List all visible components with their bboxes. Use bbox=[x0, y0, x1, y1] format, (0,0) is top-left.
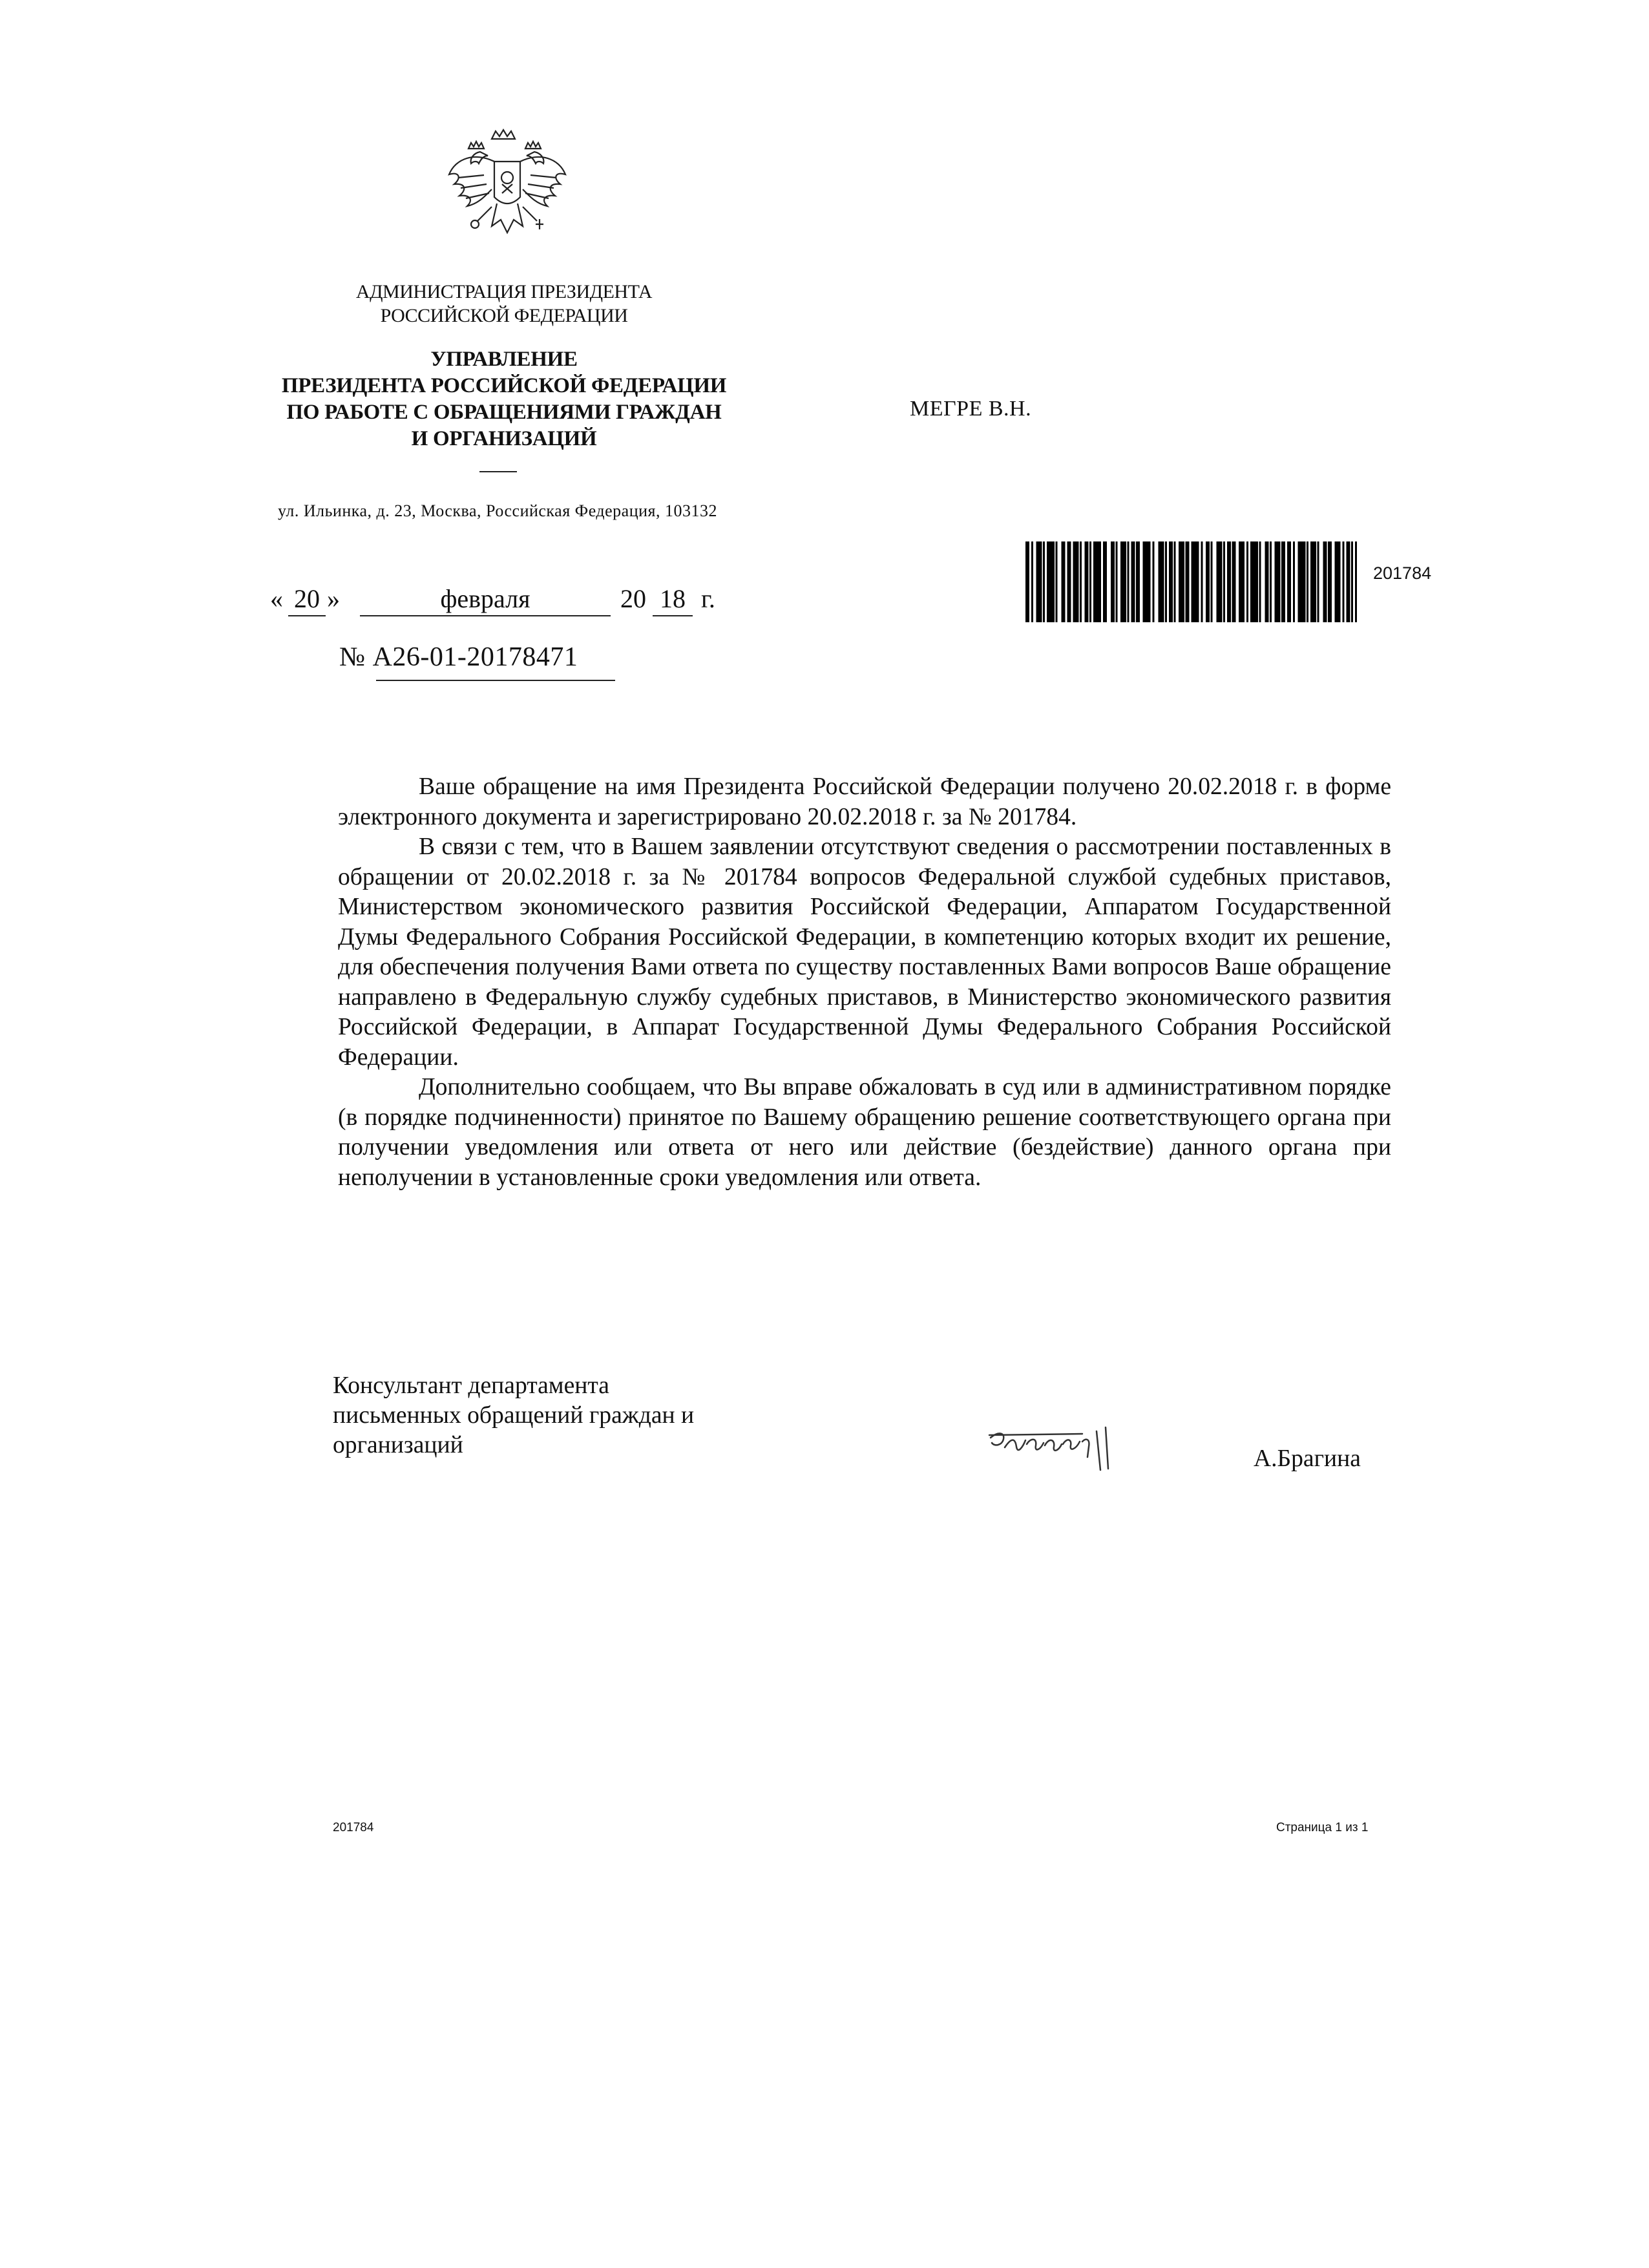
paragraph-2: В связи с тем, что в Вашем заявлении отсутствуют сведения о рассмотрении поставленных в обращении от 20.02.2018 г. за № 201784 вопросов Федеральной службой судебных приставов, Министерством экономического развития Российской Федерации, Аппаратом Государственной Думы Федерального Собрания Российской Федерации, в компетенцию которых входит их решение, для обеспечения получения Вами ответа по существу поставленных Вами вопросов Ваше обращение направлено в Федеральную службу судебных приставов, в Министерство экономического развития Российской Федерации, в Аппарат Государственной Думы Федерального Собрания Российской Федерации. bbox=[338, 834, 1391, 1071]
barcode-bar bbox=[1265, 541, 1269, 622]
barcode-bar bbox=[1128, 541, 1129, 622]
paragraph-1: Ваше обращение на имя Президента Российской Федерации получено 20.02.2018 г. в форме электронного документа и зарегистрировано 20.02.2018 г. за № 201784. bbox=[338, 773, 1391, 830]
barcode-bar bbox=[1250, 541, 1258, 622]
barcode-bar bbox=[1307, 541, 1308, 622]
barcode-bar bbox=[1281, 541, 1285, 622]
department-line-3: ПО РАБОТЕ С ОБРАЩЕНИЯМИ ГРАЖДАН bbox=[286, 401, 722, 424]
barcode-bar bbox=[1111, 541, 1115, 622]
outgoing-number: № А26-01-20178471 bbox=[339, 642, 578, 672]
barcode-bar bbox=[1287, 541, 1291, 622]
barcode-bar bbox=[1217, 541, 1223, 622]
barcode-bar bbox=[1085, 541, 1089, 622]
barcode-bar bbox=[1143, 541, 1151, 622]
footer-page-number: Страница 1 из 1 bbox=[1276, 1821, 1369, 1834]
barcode-bar bbox=[1159, 541, 1164, 622]
barcode-bar bbox=[1318, 541, 1319, 622]
barcode-bar bbox=[1174, 541, 1176, 622]
barcode-bar bbox=[1036, 541, 1042, 622]
barcode-bar bbox=[1347, 541, 1350, 622]
barcode-bar bbox=[1223, 541, 1225, 622]
handwritten-signature bbox=[985, 1418, 1134, 1476]
date-day: 20 bbox=[288, 583, 326, 616]
barcode-bar bbox=[1201, 541, 1203, 622]
barcode-bar bbox=[1270, 541, 1272, 622]
administration-line-1: АДМИНИСТРАЦИЯ ПРЕЗИДЕНТА bbox=[355, 281, 653, 302]
recipient-name: МЕГРЕ В.Н. bbox=[910, 397, 1032, 421]
barcode-bar bbox=[1206, 541, 1210, 622]
signer-position-line-2: письменных обращений граждан и bbox=[333, 1402, 695, 1429]
barcode-bar bbox=[1093, 541, 1101, 622]
barcode-bar bbox=[1062, 541, 1066, 622]
barcode-bar bbox=[1165, 541, 1167, 622]
date-month: февраля bbox=[360, 583, 611, 616]
barcode-bar bbox=[1056, 541, 1058, 622]
barcode-bar bbox=[1343, 541, 1345, 622]
outgoing-number-underline bbox=[376, 680, 615, 681]
barcode-bar bbox=[1293, 541, 1295, 622]
signer-position-line-3: организаций bbox=[333, 1432, 463, 1458]
barcode-bar bbox=[1120, 541, 1126, 622]
header-divider bbox=[479, 471, 517, 472]
paragraph-3: Дополнительно сообщаем, что Вы вправе обжаловать в суд или в административном порядке (в порядке подчиненности) принятое по Вашему обращению решение соответствующего органа при получении уведомления или ответа от него или действие (бездействие) данного органа при неполучении в установленные сроки уведомления или ответа. bbox=[338, 1074, 1391, 1191]
barcode-bar bbox=[1116, 541, 1118, 622]
barcode-bar bbox=[1227, 541, 1231, 622]
barcode-bar bbox=[1103, 541, 1107, 622]
barcode-bar bbox=[1136, 541, 1140, 622]
footer-reference: 201784 bbox=[333, 1821, 374, 1834]
barcode-bar bbox=[1047, 541, 1055, 622]
barcode-bar bbox=[1153, 541, 1155, 622]
barcode-bar bbox=[1179, 541, 1184, 622]
signer-position bbox=[333, 1371, 824, 1460]
barcode-bar bbox=[1328, 541, 1332, 622]
barcode-bar bbox=[1246, 541, 1248, 622]
date-year-abbr: г. bbox=[701, 584, 715, 613]
barcode-number: 201784 bbox=[1373, 563, 1432, 583]
date-year-prefix: 20 bbox=[620, 584, 646, 613]
barcode-bar bbox=[1186, 541, 1190, 622]
department-line-4: И ОРГАНИЗАЦИЙ bbox=[411, 427, 597, 450]
barcode-bar bbox=[1192, 541, 1199, 622]
barcode-bar bbox=[1335, 541, 1341, 622]
sender-address: ул. Ильинка, д. 23, Москва, Российская Федерация, 103132 bbox=[277, 501, 718, 520]
letter-body bbox=[338, 772, 1391, 1193]
date-open-quote: « bbox=[270, 584, 283, 613]
barcode-bar bbox=[1259, 541, 1261, 622]
barcode-bar bbox=[1232, 541, 1236, 622]
barcode-bar bbox=[1089, 541, 1091, 622]
barcode-bar bbox=[1080, 541, 1082, 622]
barcode-bar bbox=[1025, 541, 1029, 622]
barcode-bar bbox=[1239, 541, 1245, 622]
department-line-1: УПРАВЛЕНИЕ bbox=[430, 348, 578, 371]
barcode-bar bbox=[1298, 541, 1306, 622]
barcode-bar bbox=[1031, 541, 1033, 622]
signer-position-line-1: Консультант департамента bbox=[333, 1372, 609, 1399]
barcode-bar bbox=[1355, 541, 1357, 622]
barcode-bar bbox=[1131, 541, 1135, 622]
barcode-bar bbox=[1323, 541, 1327, 622]
date-close-quote: » bbox=[327, 584, 340, 613]
barcode-bar bbox=[1310, 541, 1316, 622]
barcode bbox=[1024, 541, 1360, 622]
barcode-bar bbox=[1211, 541, 1213, 622]
barcode-bar bbox=[1169, 541, 1173, 622]
department-line-2: ПРЕЗИДЕНТА РОССИЙСКОЙ ФЕДЕРАЦИИ bbox=[281, 374, 727, 397]
coat-of-arms-icon bbox=[430, 113, 585, 252]
signer-name: А.Брагина bbox=[1254, 1445, 1361, 1472]
barcode-bar bbox=[1043, 541, 1045, 622]
date-year-suffix: 18 bbox=[653, 583, 693, 616]
barcode-bar bbox=[1073, 541, 1079, 622]
barcode-bar bbox=[1351, 541, 1353, 622]
barcode-bar bbox=[1275, 541, 1281, 622]
barcode-bar bbox=[1067, 541, 1071, 622]
administration-line-2: РОССИЙСКОЙ ФЕДЕРАЦИИ bbox=[380, 305, 628, 326]
